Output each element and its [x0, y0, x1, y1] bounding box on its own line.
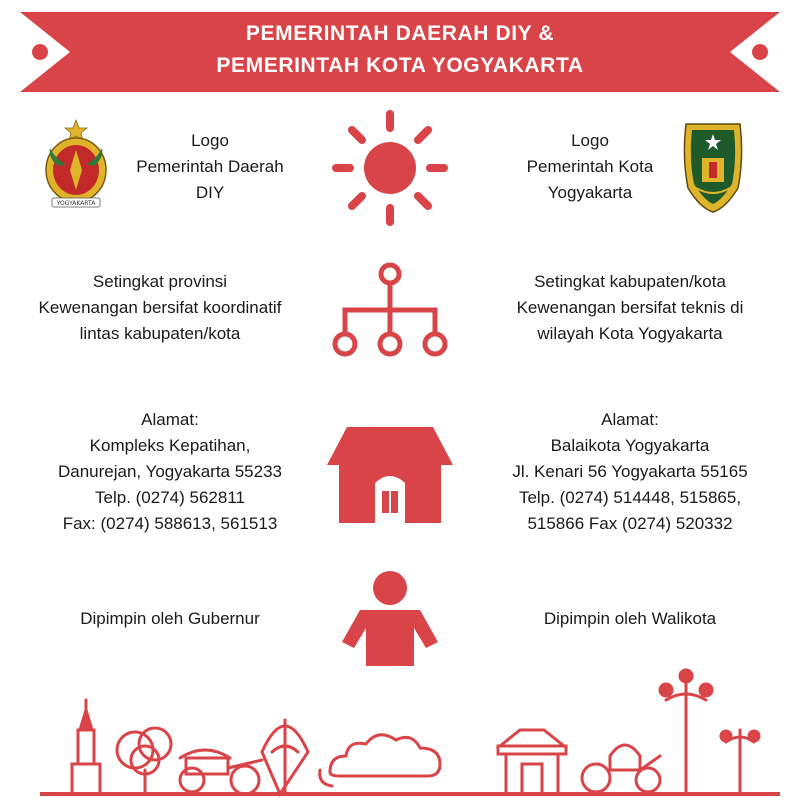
header-banner: [0, 0, 800, 100]
leader-left-text: Dipimpin oleh Gubernur: [80, 609, 260, 628]
yogyakarta-skyline-illustration: [0, 660, 800, 800]
diy-emblem-caption: YOGYAKARTA: [56, 200, 96, 207]
andong-carriage-icon: [180, 750, 262, 794]
cloud-ornament-icon: [320, 735, 440, 786]
street-lamp-icon: [660, 670, 759, 794]
address-right-text: Alamat: Balaikota Yogyakarta Jl. Kenari 56 Yogyakarta 55165 Telp. (0274) 514448, 515865, 515866 Fax (0274) 520332: [512, 410, 748, 533]
sun-icon: [330, 108, 450, 228]
header-title-line1: PEMERINTAH DAERAH DIY &: [245, 22, 555, 45]
house-icon: [325, 425, 455, 525]
hierarchy-icon: [330, 258, 450, 363]
tree-icon: [117, 728, 171, 794]
logo-left-text: Logo Pemerintah Daerah DIY: [136, 131, 284, 202]
gunungan-icon: [262, 720, 308, 794]
yogyakarta-city-emblem: [678, 118, 748, 214]
diy-emblem: [38, 118, 114, 210]
level-left-text: Setingkat provinsi Kewenangan bersifat koordinatif lintas kabupaten/kota: [38, 272, 282, 343]
becak-icon: [582, 745, 660, 792]
header-title-line2: PEMERINTAH KOTA YOGYAKARTA: [216, 54, 584, 77]
address-left-text: Alamat: Kompleks Kepatihan, Danurejan, Yogyakarta 55233 Telp. (0274) 562811 Fax: (0274) 588613, 561513: [57, 410, 282, 533]
leader-right-text: Dipimpin oleh Walikota: [543, 609, 717, 628]
person-icon: [340, 570, 440, 666]
level-right-text: Setingkat kabupaten/kota Kewenangan bersifat teknis di wilayah Kota Yogyakarta: [516, 272, 744, 343]
kraton-gate-icon: [498, 730, 566, 794]
logo-right-text: Logo Pemerintah Kota Yogyakarta: [526, 131, 654, 202]
tugu-monument-icon: [72, 700, 100, 794]
